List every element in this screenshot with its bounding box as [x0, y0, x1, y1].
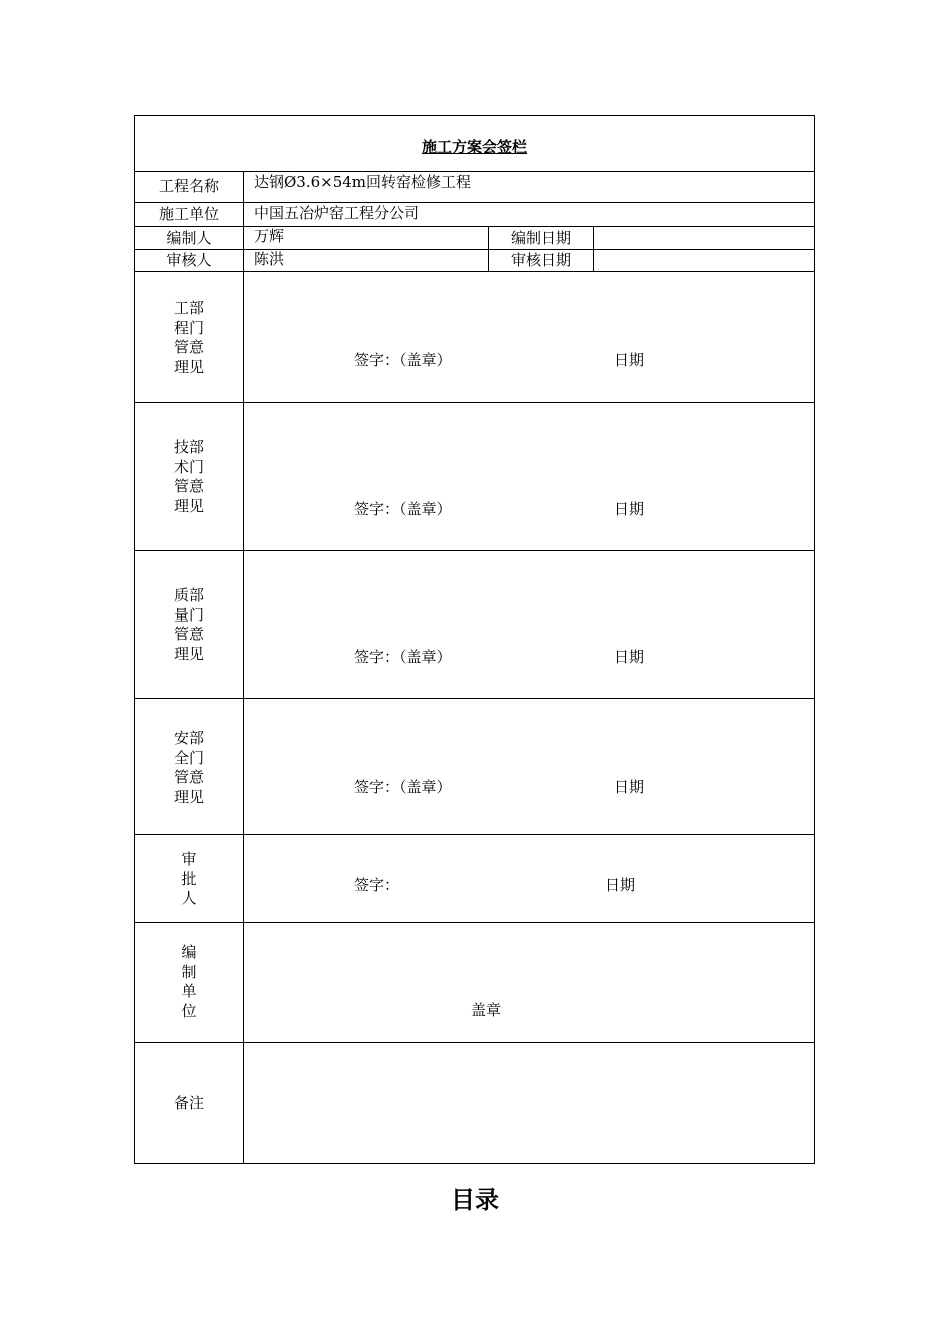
review-date-label: 审核日期: [510, 251, 571, 269]
row-divider: [135, 171, 814, 172]
row-divider: [135, 402, 814, 403]
safety-sign-label: 签字：（盖章）: [354, 778, 452, 796]
technical-sign-label: 签字：（盖章）: [354, 500, 452, 518]
reviewer-value: 陈洪: [254, 250, 285, 268]
row-divider: [135, 922, 814, 923]
engineering-date-label: 日期: [614, 351, 645, 369]
construction-unit-value: 中国五冶炉窑工程分公司: [254, 204, 420, 222]
technical-dept-label: 技部 术门 管意 理见: [173, 438, 204, 515]
row-divider: [135, 698, 814, 699]
compile-date-label: 编制日期: [510, 229, 571, 247]
remarks-label: 备注: [173, 1094, 204, 1112]
compiler-label: 编制人: [166, 229, 212, 247]
approver-date-label: 日期: [605, 876, 636, 894]
row-divider: [135, 226, 814, 227]
construction-unit-label: 施工单位: [158, 205, 219, 223]
quality-sign-label: 签字：（盖章）: [354, 648, 452, 666]
toc-title: 目录: [451, 1186, 499, 1214]
approver-label: 审 批 人: [181, 850, 197, 907]
safety-date-label: 日期: [614, 778, 645, 796]
row-divider: [135, 550, 814, 551]
compile-unit-label: 编 制 单 位: [181, 943, 197, 1020]
form-title: 施工方案会签栏: [421, 138, 527, 156]
approver-sign-label: 签字：: [354, 876, 400, 894]
engineering-dept-label: 工部 程门 管意 理见: [173, 299, 204, 376]
project-name-value: 达钢Ø3.6×54m回转窑检修工程: [254, 173, 472, 191]
column-divider: [593, 226, 594, 271]
row-divider: [135, 202, 814, 203]
column-divider: [243, 171, 244, 1163]
project-name-label: 工程名称: [158, 177, 219, 195]
quality-dept-label: 质部 量门 管意 理见: [173, 586, 204, 663]
compile-unit-seal-label: 盖章: [471, 1001, 502, 1019]
reviewer-label: 审核人: [166, 251, 212, 269]
engineering-sign-label: 签字：（盖章）: [354, 351, 452, 369]
compiler-value: 万辉: [254, 227, 285, 245]
quality-date-label: 日期: [614, 648, 645, 666]
row-divider: [135, 271, 814, 272]
safety-dept-label: 安部 全门 管意 理见: [173, 729, 204, 806]
sign-off-form: [134, 115, 815, 1164]
row-divider: [135, 249, 814, 250]
technical-date-label: 日期: [614, 500, 645, 518]
row-divider: [135, 834, 814, 835]
row-divider: [135, 1042, 814, 1043]
